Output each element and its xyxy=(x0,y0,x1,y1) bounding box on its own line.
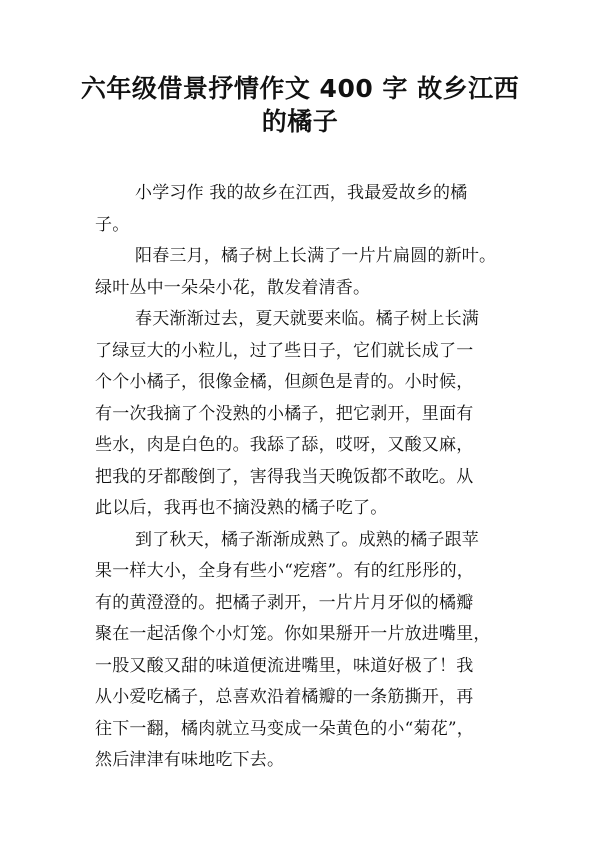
paragraph-line: 到了秋天，橘子渐渐成熟了。成熟的橘子跟苹 xyxy=(135,529,479,550)
paragraph-line: 聚在一起活像个小灯笼。你如果掰开一片放进嘴里， xyxy=(95,624,491,644)
paragraph xyxy=(95,178,515,241)
paragraph-line: 往下一翻，橘肉就立马变成一朵黄色的小“菊花”， xyxy=(95,718,474,739)
paragraph-line: 绿叶丛中一朵朵小花，散发着清香。 xyxy=(95,277,371,298)
document-body xyxy=(95,178,515,777)
paragraph xyxy=(95,525,515,777)
paragraph-line: 子。 xyxy=(95,214,130,235)
paragraph-line: 阳春三月，橘子树上长满了一片片扁圆的新叶。 xyxy=(135,246,497,266)
paragraph-line: 春天渐渐过去，夏天就要来临。橘子树上长满 xyxy=(135,309,479,329)
paragraph-line: 些水，肉是白色的。我舔了舔，哎呀，又酸又麻， xyxy=(95,435,474,455)
paragraph-line: 然后津津有味地吃下去。 xyxy=(95,750,285,770)
document-title xyxy=(60,72,540,138)
paragraph-line: 了绿豆大的小粒儿，过了些日子，它们就长成了一 xyxy=(95,340,474,361)
paragraph-line: 小学习作 我的故乡在江西，我最爱故乡的橘 xyxy=(135,183,468,203)
title-line: 的橘子 xyxy=(261,107,339,136)
paragraph-line: 从小爱吃橘子，总喜欢沿着橘瓣的一条筋撕开，再 xyxy=(95,687,474,707)
paragraph-line: 果一样大小，全身有些小“疙瘩”。有的红彤彤的， xyxy=(95,561,474,581)
paragraph-line: 一股又酸又甜的味道便流进嘴里，味道好极了！我 xyxy=(95,655,474,676)
paragraph xyxy=(95,241,515,304)
paragraph-line: 有的黄澄澄的。把橘子剥开，一片片月牙似的橘瓣 xyxy=(95,592,474,613)
title-line: 六年级借景抒情作文 400 字 故乡江西 xyxy=(80,74,520,103)
paragraph-line: 此以后，我再也不摘没熟的橘子吃了。 xyxy=(95,498,388,518)
paragraph xyxy=(95,304,515,525)
paragraph-line: 个个小橘子，很像金橘，但颜色是青的。小时候， xyxy=(95,372,474,392)
paragraph-line: 有一次我摘了个没熟的小橘子，把它剥开，里面有 xyxy=(95,403,474,424)
paragraph-line: 把我的牙都酸倒了，害得我当天晚饭都不敢吃。从 xyxy=(95,466,474,487)
